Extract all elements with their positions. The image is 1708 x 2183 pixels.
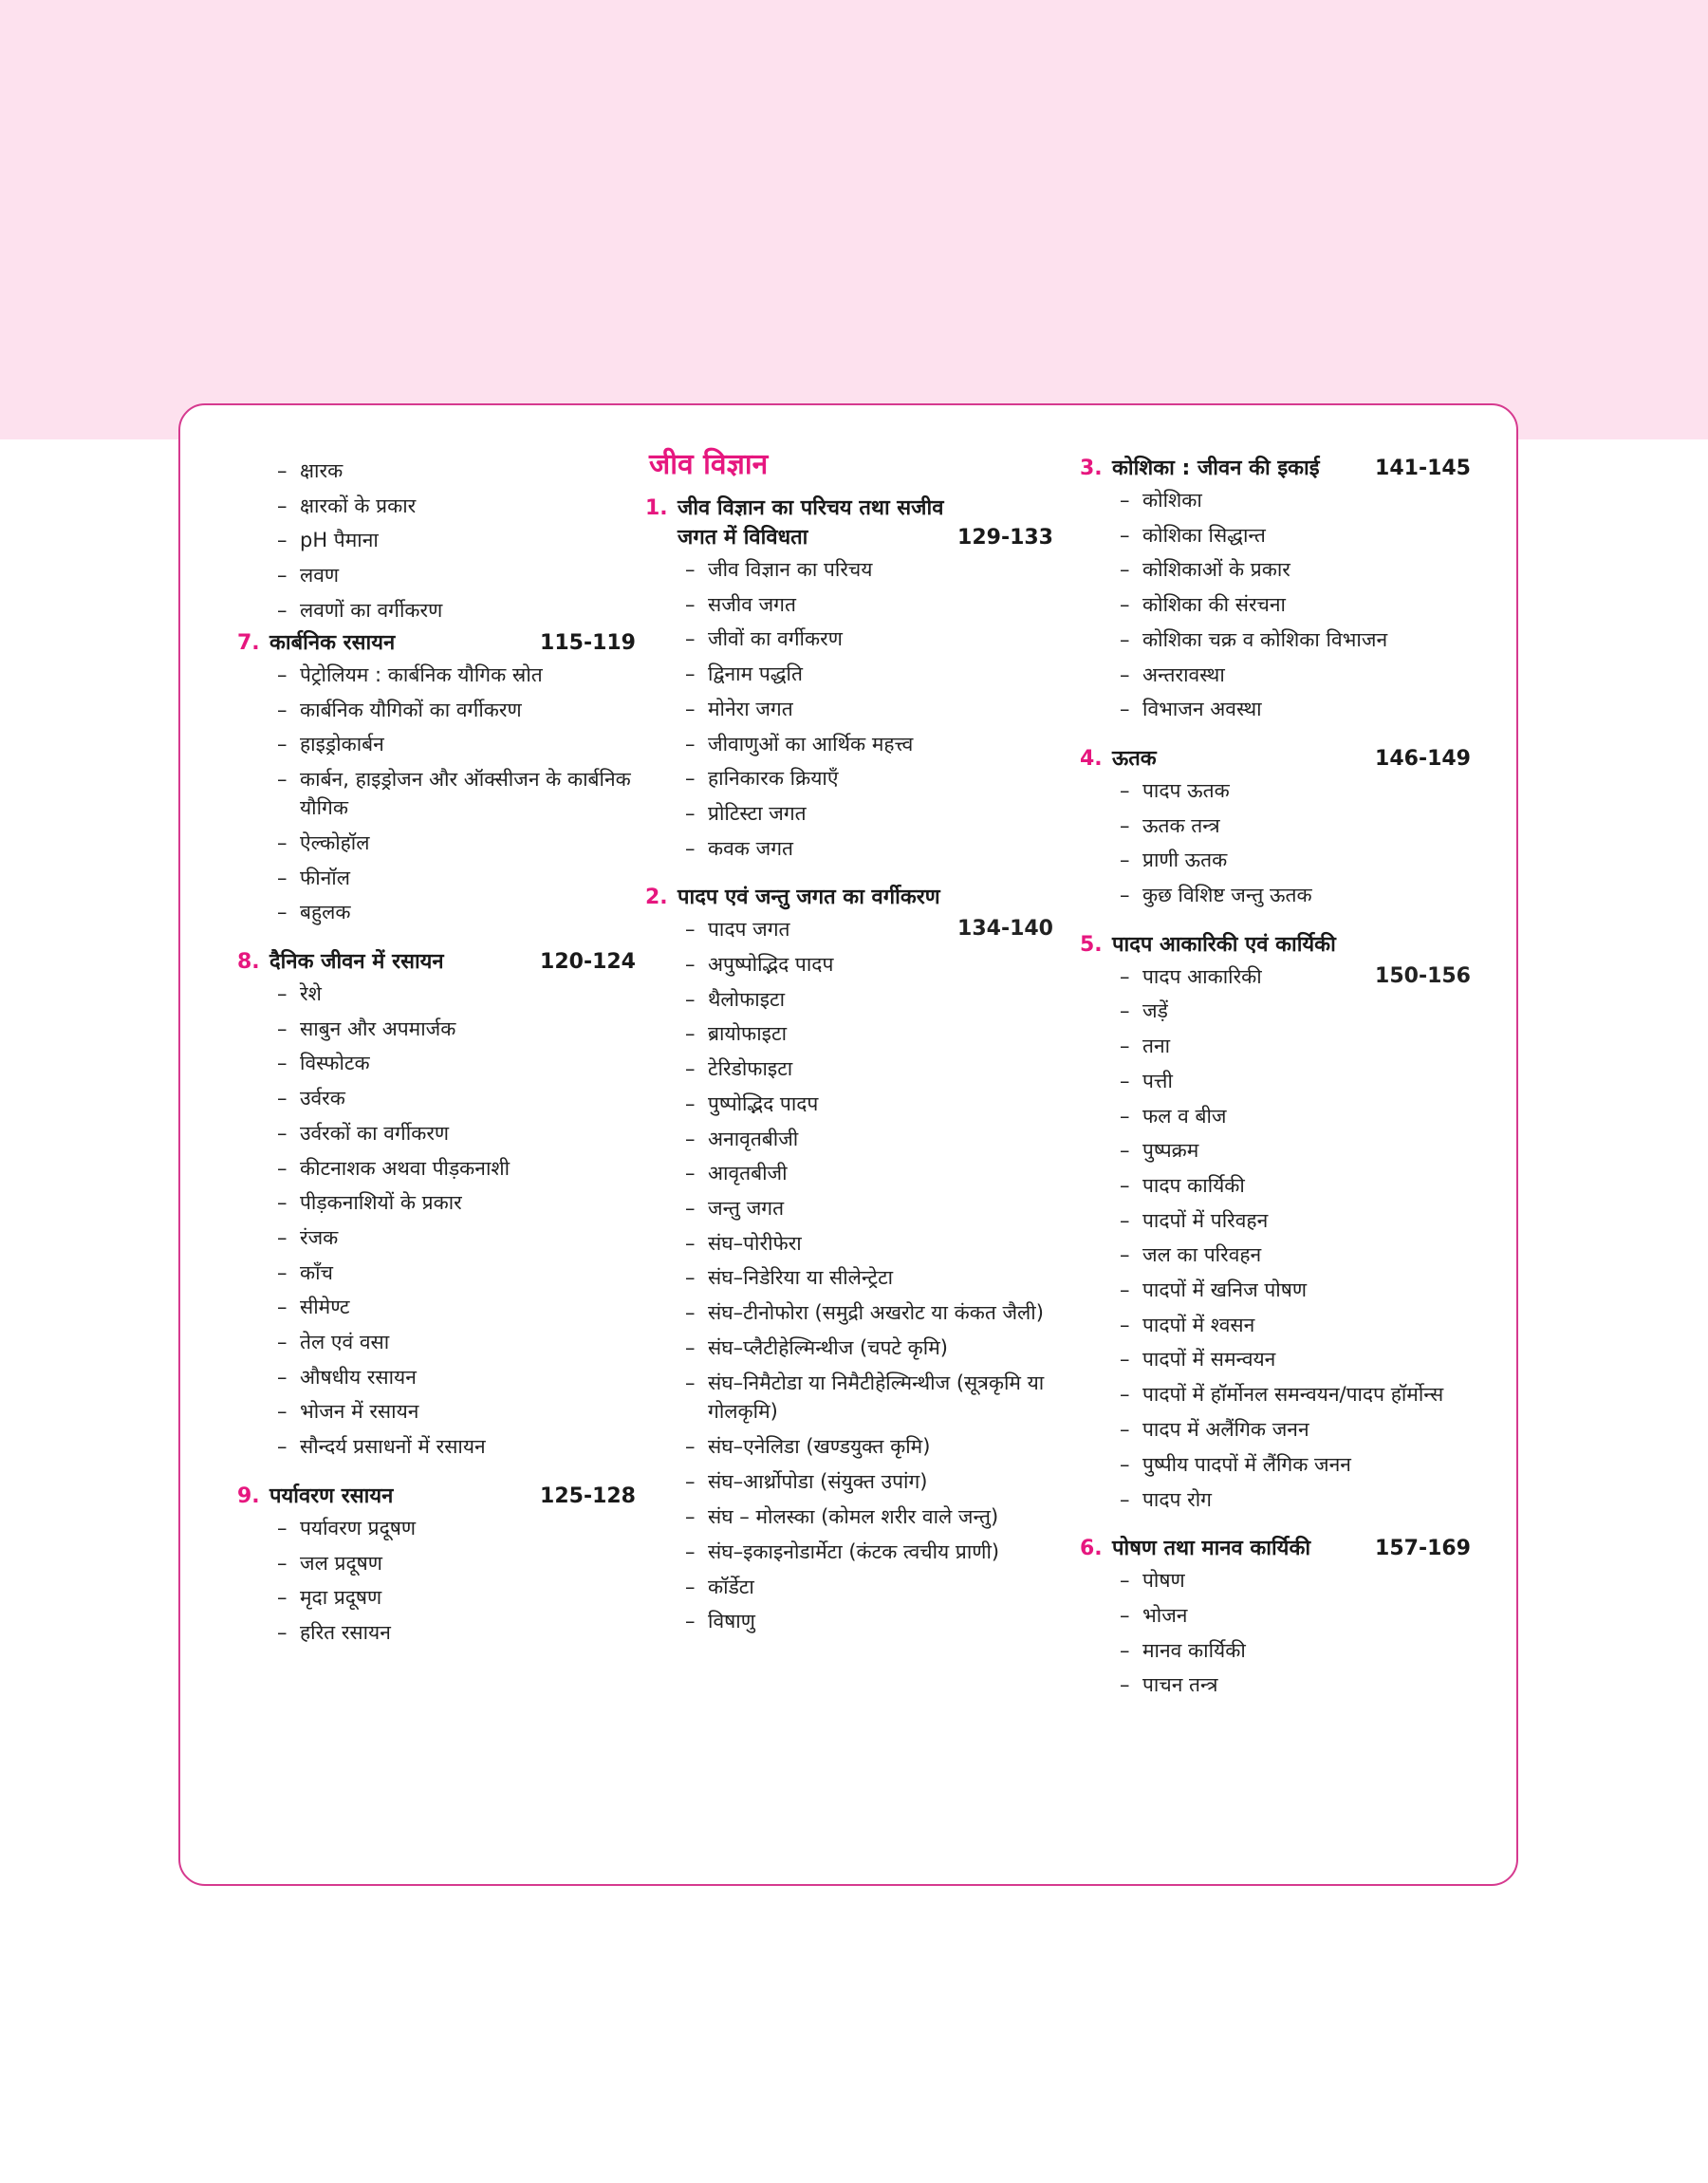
chapter-7[interactable]	[237, 628, 636, 931]
chapter-pages: 150-156	[1375, 963, 1471, 988]
list-item: – विभाजन अवस्था	[1120, 692, 1471, 727]
list-item: – जीव विज्ञान का परिचय	[685, 552, 1053, 588]
chapter-topic-list	[237, 977, 636, 1465]
chapter-topic-list	[1080, 483, 1471, 727]
list-item: – क्षारकों के प्रकार	[277, 489, 636, 524]
list-item: – भोजन में रसायन	[277, 1394, 636, 1429]
chapter-number: 2.	[645, 886, 668, 910]
list-item: – जल का परिवहन	[1120, 1238, 1471, 1273]
chapter-5[interactable]	[1080, 930, 1471, 1518]
list-item: – कॉर्डेटा	[685, 1570, 1053, 1605]
list-item: – पादप ऊतक	[1120, 774, 1471, 809]
list-item: – ब्रायोफाइटा	[685, 1017, 1053, 1052]
contents-column-1	[237, 454, 636, 1651]
list-item: – पुष्पक्रम	[1120, 1133, 1471, 1168]
list-item: – पोषण	[1120, 1563, 1471, 1598]
list-item: – सीमेण्ट	[277, 1290, 636, 1325]
list-item: – मानव कार्यिकी	[1120, 1633, 1471, 1669]
list-item: – रेशे	[277, 977, 636, 1012]
list-item: – पादप आकारिकी 150-156	[1120, 960, 1471, 995]
chapter-topic-list	[1080, 1563, 1471, 1703]
contents-column-3	[1080, 454, 1471, 1703]
chapter-number: 8.	[237, 950, 260, 975]
list-item: – विस्फोटक	[277, 1046, 636, 1081]
list-item: – पादपों में श्वसन	[1120, 1308, 1471, 1343]
chapter-4[interactable]	[1080, 744, 1471, 913]
list-item: – कुछ विशिष्ट जन्तु ऊतक	[1120, 878, 1471, 913]
list-item: – कीटनाशक अथवा पीड़कनाशी	[277, 1151, 636, 1186]
chapter-pages: 129-133	[957, 526, 1053, 550]
page-header-band	[0, 0, 1708, 439]
list-item: – उर्वरक	[277, 1081, 636, 1116]
list-item: – लवण	[277, 558, 636, 593]
chapter-number: 6.	[1080, 1537, 1103, 1561]
list-item: – pH पैमाना	[277, 523, 636, 558]
list-item: – ऐल्कोहॉल	[277, 826, 636, 861]
chapter-pages: 134-140	[957, 917, 1053, 942]
chapter-title: दैनिक जीवन में रसायन	[269, 950, 444, 975]
list-item: – भोजन	[1120, 1598, 1471, 1633]
subject-heading: जीव विज्ञान	[649, 448, 769, 481]
list-item: – कोशिका चक्र व कोशिका विभाजन	[1120, 623, 1471, 658]
list-item: – कोशिका सिद्धान्त	[1120, 518, 1471, 553]
list-item: – सजीव जगत	[685, 588, 1053, 623]
list-item: – पादप जगत 134-140	[685, 912, 1053, 947]
list-item: – कोशिकाओं के प्रकार	[1120, 552, 1471, 588]
list-item: – फल व बीज	[1120, 1099, 1471, 1134]
list-item: – जीवों का वर्गीकरण	[685, 622, 1053, 657]
intro-list	[237, 454, 636, 628]
chapter-topic-list	[1080, 960, 1471, 1518]
chapter-1[interactable]	[645, 494, 1053, 866]
chapter-topic-list	[237, 1511, 636, 1651]
list-item: – रंजक	[277, 1221, 636, 1256]
list-item: – हाइड्रोकार्बन	[277, 727, 636, 762]
chapter-8[interactable]	[237, 947, 636, 1465]
chapter-title: पर्यावरण रसायन	[269, 1483, 394, 1508]
chapter-title: पोषण तथा मानव कार्यिकी	[1112, 1537, 1311, 1561]
list-item: – पेट्रोलियम : कार्बनिक यौगिक स्रोत	[277, 658, 636, 693]
list-item: – पीड़कनाशियों के प्रकार	[277, 1185, 636, 1221]
list-item: – प्रोटिस्टा जगत	[685, 796, 1053, 831]
chapter-title: पादप एवं जन्तु जगत का वर्गीकरण	[678, 886, 940, 910]
chapter-pages: 125-128	[540, 1483, 636, 1508]
list-item: – जल प्रदूषण	[277, 1546, 636, 1581]
chapter-pages: 120-124	[540, 950, 636, 975]
list-item: – पर्यावरण प्रदूषण	[277, 1511, 636, 1546]
list-item: – द्विनाम पद्धति	[685, 657, 1053, 692]
list-item: – अपुष्पोद्भिद पादप	[685, 947, 1053, 982]
list-item: – ऊतक तन्त्र	[1120, 809, 1471, 844]
list-item: – सौन्दर्य प्रसाधनों में रसायन	[277, 1429, 636, 1465]
list-item: – जन्तु जगत	[685, 1191, 1053, 1226]
chapter-9[interactable]	[237, 1482, 636, 1651]
list-item: – हरित रसायन	[277, 1615, 636, 1651]
list-item: – जीवाणुओं का आर्थिक महत्त्व	[685, 727, 1053, 762]
list-item: – पादपों में परिवहन	[1120, 1203, 1471, 1239]
chapter-number: 7.	[237, 630, 260, 655]
list-item: – पादपों में समन्वयन	[1120, 1342, 1471, 1377]
list-item: – कवक जगत	[685, 831, 1053, 867]
chapter-title: कार्बनिक रसायन	[269, 630, 396, 655]
list-item: – संघ – मोलस्का (कोमल शरीर वाले जन्तु)	[685, 1500, 1053, 1535]
list-item: – संघ–निडेरिया या सीलेन्ट्रेटा	[685, 1260, 1053, 1296]
chapter-topic-list	[645, 552, 1053, 866]
chapter-title-line2: जगत में विविधता	[678, 526, 808, 550]
list-item: – अन्तरावस्था	[1120, 658, 1471, 693]
list-item: – पुष्पोद्भिद पादप	[685, 1087, 1053, 1122]
list-item: – संघ–आर्थ्रोपोडा (संयुक्त उपांग)	[685, 1465, 1053, 1500]
chapter-title: कोशिका : जीवन की इकाई	[1112, 457, 1320, 480]
chapter-pages: 157-169	[1375, 1537, 1471, 1561]
list-item: – काँच	[277, 1256, 636, 1291]
list-item: – पादप कार्यिकी	[1120, 1168, 1471, 1203]
list-item: – तना	[1120, 1029, 1471, 1064]
chapter-title: ऊतक	[1112, 746, 1157, 771]
list-item: – पादप रोग	[1120, 1483, 1471, 1518]
list-item: – क्षारक	[277, 454, 636, 489]
chapter-number: 1.	[645, 496, 668, 520]
contents-column-2	[645, 446, 1053, 1639]
list-item: – कार्बन, हाइड्रोजन और ऑक्सीजन के कार्बनिक यौगिक	[277, 762, 636, 826]
list-item: – उर्वरकों का वर्गीकरण	[277, 1116, 636, 1151]
list-item: – हानिकारक क्रियाएँ	[685, 761, 1053, 796]
chapter-topic-list	[1080, 774, 1471, 913]
list-item: – बहुलक	[277, 895, 636, 930]
list-item: – आवृतबीजी	[685, 1156, 1053, 1191]
chapter-pages: 146-149	[1375, 746, 1471, 771]
chapter-pages: 141-145	[1375, 457, 1471, 480]
chapter-title-line1: जीव विज्ञान का परिचय तथा सजीव	[678, 496, 944, 520]
chapter-3[interactable]	[1080, 454, 1471, 727]
chapter-topic-list	[237, 658, 636, 931]
list-item: – संघ–एनेलिडा (खण्डयुक्त कृमि)	[685, 1429, 1053, 1465]
list-item: – पाचन तन्त्र	[1120, 1668, 1471, 1703]
chapter-pages: 115-119	[540, 630, 636, 655]
list-item: – संघ–इकाइनोडार्मेटा (कंटक त्वचीय प्राणी)	[685, 1535, 1053, 1570]
list-item: – थैलोफाइटा	[685, 982, 1053, 1017]
list-item: – साबुन और अपमार्जक	[277, 1012, 636, 1047]
list-item: – कोशिका	[1120, 483, 1471, 518]
list-item: – फीनॉल	[277, 861, 636, 896]
list-item: – मृदा प्रदूषण	[277, 1580, 636, 1615]
list-item: – टेरिडोफाइटा	[685, 1052, 1053, 1087]
list-item: – संघ–टीनोफोरा (समुद्री अखरोट या कंकत जैली)	[685, 1296, 1053, 1331]
list-item: – कार्बनिक यौगिकों का वर्गीकरण	[277, 693, 636, 728]
list-item: – औषधीय रसायन	[277, 1360, 636, 1395]
list-item: – संघ–प्लैटीहेल्मिन्थीज (चपटे कृमि)	[685, 1331, 1053, 1366]
list-item: – अनावृतबीजी	[685, 1122, 1053, 1157]
list-item: – लवणों का वर्गीकरण	[277, 593, 636, 628]
list-item: – संघ–पोरीफेरा	[685, 1226, 1053, 1261]
list-item: – प्राणी ऊतक	[1120, 843, 1471, 878]
chapter-2[interactable]	[645, 883, 1053, 1639]
chapter-number: 3.	[1080, 457, 1103, 480]
list-item: – पादपों में हॉर्मोनल समन्वयन/पादप हॉर्मोन्स	[1120, 1377, 1471, 1412]
list-item: – जड़ें	[1120, 994, 1471, 1029]
chapter-title: पादप आकारिकी एवं कार्यिकी	[1112, 932, 1336, 957]
chapter-topic-list	[645, 912, 1053, 947]
list-item: – संघ–निमैटोडा या निमैटीहेल्मिन्थीज (सूत्रकृमि या गोलकृमि)	[685, 1366, 1053, 1429]
list-item: – पादप में अलैंगिक जनन	[1120, 1412, 1471, 1447]
chapter-number: 4.	[1080, 746, 1103, 771]
list-item: – मोनेरा जगत	[685, 692, 1053, 727]
list-item: – विषाणु	[685, 1604, 1053, 1639]
chapter-6[interactable]	[1080, 1534, 1471, 1703]
list-item: – पुष्पीय पादपों में लैंगिक जनन	[1120, 1447, 1471, 1483]
list-item: – तेल एवं वसा	[277, 1325, 636, 1360]
chapter-number: 9.	[237, 1483, 260, 1508]
list-item: – पत्ती	[1120, 1064, 1471, 1099]
chapter-number: 5.	[1080, 932, 1103, 957]
list-item: – पादपों में खनिज पोषण	[1120, 1273, 1471, 1308]
chapter-topic-list-cont	[645, 947, 1053, 1639]
list-item: – कोशिका की संरचना	[1120, 588, 1471, 623]
